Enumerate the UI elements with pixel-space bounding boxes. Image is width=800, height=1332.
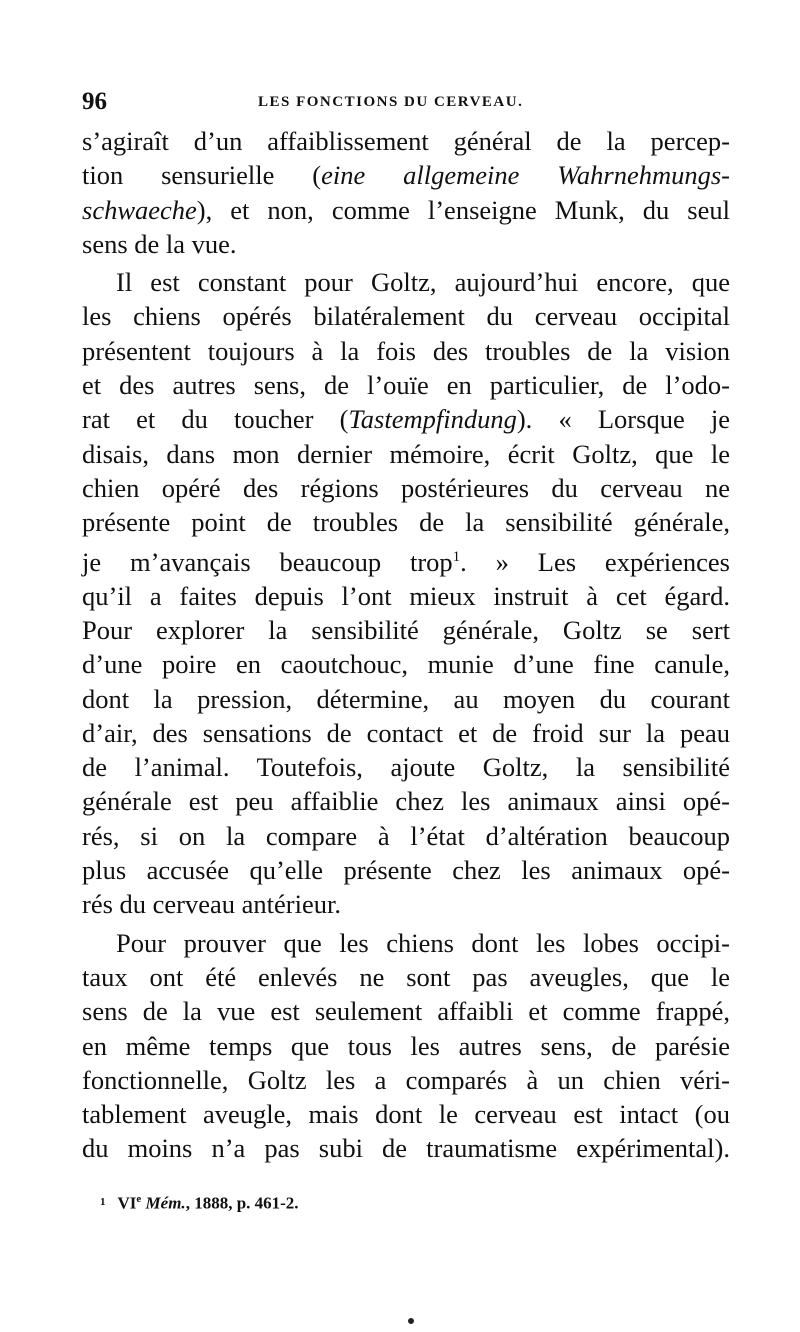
text-line: rés, si on la compare à l’état d’altération beaucoup [82, 820, 730, 851]
body-text [82, 124, 730, 1166]
running-title: LES FONCTIONS DU CERVEAU. [258, 94, 524, 110]
footnote-text: VI [117, 1193, 137, 1213]
text-line: tion sensurielle (eine allgemeine Wahrnehmungs- [82, 160, 731, 191]
german-term: Tastempfindung [348, 404, 517, 435]
text-line: sens de la vue est seulement affaibli et comme frappé, [82, 996, 730, 1027]
text-line: sens de la vue. [82, 228, 237, 259]
running-head [82, 88, 730, 118]
text-line: d’air, des sensations de contact et de froid sur la peau [82, 717, 730, 748]
text-line: schwaeche), et non, comme l’enseigne Munk, du seul [82, 194, 730, 225]
paragraph-1 [82, 124, 730, 261]
text-line: d’une poire en caoutchouc, munie d’une fine canule, [82, 649, 730, 680]
text-line: présente point de troubles de la sensibilité générale, [82, 507, 730, 538]
footnote-superscript: e [136, 1193, 142, 1205]
footnote-citation: Mém. [145, 1193, 186, 1213]
footnote-reference: 1 [452, 548, 461, 565]
book-page [82, 88, 730, 1166]
text-line: chien opéré des régions postérieures du cerveau ne [82, 472, 730, 503]
text-line: les chiens opérés bilatéralement du cerveau occipital [82, 301, 730, 332]
text-line: Pour explorer la sensibilité générale, Goltz se sert [82, 614, 730, 645]
footnote-mark: 1 [100, 1195, 106, 1208]
text-line: je m’avançais beaucoup trop$^1$. » Les expériences [82, 546, 730, 577]
german-term: schwaeche [82, 194, 197, 225]
text-line: présentent toujours à la fois des troubles de la vision [82, 335, 730, 366]
text-line: du moins n’a pas subi de traumatisme expérimental). [82, 1133, 730, 1164]
page-number: 96 [82, 88, 107, 115]
paragraph-3 [82, 926, 730, 1166]
footnote-text: , 1888, p. 461-2. [185, 1193, 299, 1213]
text-line: Pour prouver que les chiens dont les lobes occipi- [116, 927, 730, 958]
text-line: rat et du toucher (Tastempfindung). « Lorsque je [82, 404, 730, 435]
text-line: rés du cerveau antérieur. [82, 889, 341, 920]
text-line: de l’animal. Toutefois, ajoute Goltz, la sensibilité [82, 752, 730, 783]
text-line: tablement aveugle, mais dont le cerveau est intact (ou [82, 1099, 730, 1130]
paragraph-2 [82, 265, 730, 921]
text-line: générale est peu affaiblie chez les animaux ainsi opé- [82, 786, 730, 817]
text-line: Il est constant pour Goltz, aujourd’hui encore, que [116, 267, 730, 298]
text-line: taux ont été enlevés ne sont pas aveugles, que le [82, 961, 730, 992]
printer-mark-dot [408, 1318, 414, 1324]
text-line: plus accusée qu’elle présente chez les animaux opé- [82, 855, 730, 886]
text-line: et des autres sens, de l’ouïe en particulier, de l’odo- [82, 370, 730, 401]
text-line: disais, dans mon dernier mémoire, écrit Goltz, que le [82, 438, 730, 469]
text-line: fonctionnelle, Goltz les a comparés à un chien véri- [82, 1064, 730, 1095]
footnote [100, 1193, 299, 1214]
text-line: en même temps que tous les autres sens, de parésie [82, 1030, 730, 1061]
german-term: eine allgemeine Wahrnehmungs- [321, 160, 731, 191]
text-line: s’agiraît d’un affaiblissement général de la percep- [82, 126, 730, 156]
text-line: qu’il a faites depuis l’ont mieux instruit à cet égard. [82, 580, 730, 611]
text-line: dont la pression, détermine, au moyen du courant [82, 683, 730, 714]
